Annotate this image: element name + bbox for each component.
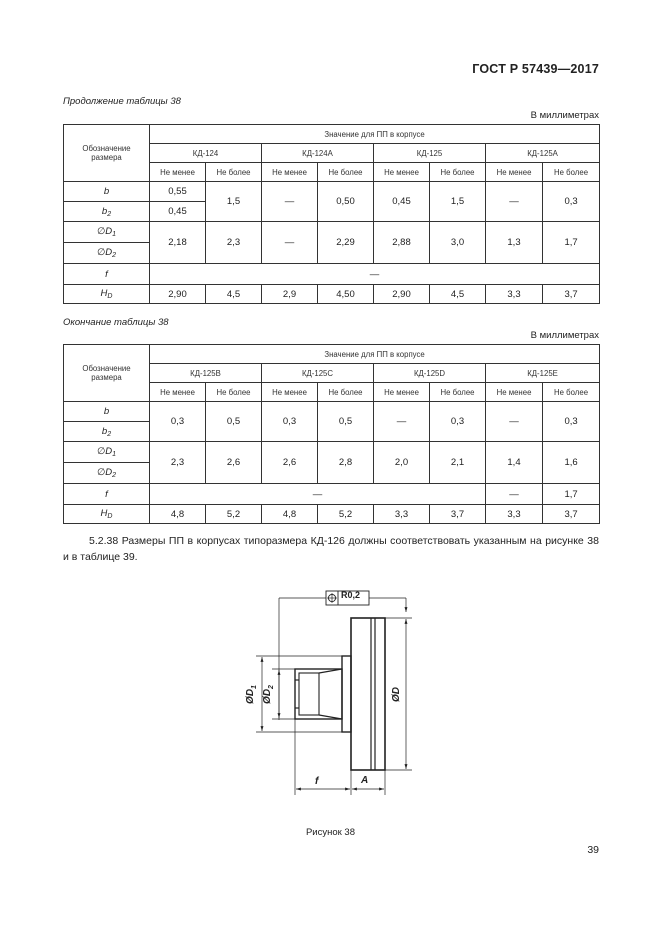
table-cell: 0,45 xyxy=(150,202,206,222)
table-cell: 3,3 xyxy=(486,505,543,524)
stem-step xyxy=(319,715,342,719)
stem-outer xyxy=(295,669,342,719)
param-d1: $\emptyset D_1$ xyxy=(64,442,150,463)
case-header: КД-125Е xyxy=(486,364,600,383)
case-header: КД-124А xyxy=(262,144,374,163)
param-f: f xyxy=(64,484,150,505)
case-header: КД-125D xyxy=(374,364,486,383)
min-header: Не менее xyxy=(374,163,430,182)
param-b: b xyxy=(64,402,150,422)
table-cell: 4,5 xyxy=(206,285,262,304)
table-cell: 4,8 xyxy=(262,505,318,524)
value-header: Значение для ПП в корпусе xyxy=(150,125,600,144)
case-header: КД-125В xyxy=(150,364,262,383)
param-b2: $b_2$ xyxy=(64,422,150,442)
body-flange xyxy=(351,618,385,770)
param-d2: $\emptyset D_2$ xyxy=(64,243,150,264)
tolerance-value: R0,2 xyxy=(341,590,361,600)
table-cell: 0,3 xyxy=(543,402,600,442)
table-cell: 5,2 xyxy=(206,505,262,524)
table-cell: — xyxy=(374,402,430,442)
table-cell: 1,5 xyxy=(430,182,486,222)
table-cell: 4,50 xyxy=(318,285,374,304)
table1-caption: Продолжение таблицы 38 xyxy=(63,96,181,107)
table-cell: 0,5 xyxy=(318,402,374,442)
table-cell: 3,3 xyxy=(486,285,543,304)
table-cell: 1,7 xyxy=(543,484,600,505)
dim-label-d: ØD xyxy=(391,687,402,702)
table-cell: — xyxy=(486,402,543,442)
table-cell: — xyxy=(486,484,543,505)
page-number: 39 xyxy=(587,844,599,856)
table-cell: 2,29 xyxy=(318,222,374,264)
case-header: КД-125С xyxy=(262,364,374,383)
min-header: Не менее xyxy=(262,383,318,402)
table-cell: — xyxy=(262,222,318,264)
param-b: b xyxy=(64,182,150,202)
max-header: Не более xyxy=(430,383,486,402)
table-cell: 2,8 xyxy=(318,442,374,484)
table-cell: 2,18 xyxy=(150,222,206,264)
table2-units: В миллиметрах xyxy=(530,330,599,341)
table-cell: 3,0 xyxy=(430,222,486,264)
table-cell: 3,7 xyxy=(543,505,600,524)
table-cell: 2,90 xyxy=(374,285,430,304)
table-cell: 0,50 xyxy=(318,182,374,222)
max-header: Не более xyxy=(206,383,262,402)
case-header: КД-124 xyxy=(150,144,262,163)
case-header: КД-125А xyxy=(486,144,600,163)
param-hd: $H_D$ xyxy=(64,285,150,304)
table-cell: 0,3 xyxy=(430,402,486,442)
param-hd: $H_D$ xyxy=(64,505,150,524)
dim-label-d1: $ØD_1$ xyxy=(244,685,258,704)
param-f: f xyxy=(64,264,150,285)
table-cell: 3,3 xyxy=(374,505,430,524)
max-header: Не более xyxy=(543,383,600,402)
param-b2: $b_2$ xyxy=(64,202,150,222)
max-header: Не более xyxy=(430,163,486,182)
table2 xyxy=(63,344,600,524)
table-cell: 0,45 xyxy=(374,182,430,222)
table-cell: 2,3 xyxy=(206,222,262,264)
table-cell: — xyxy=(262,182,318,222)
document-header: ГОСТ Р 57439—2017 xyxy=(472,62,599,76)
max-header: Не более xyxy=(318,383,374,402)
table-cell: 0,3 xyxy=(543,182,600,222)
table2-caption: Окончание таблицы 38 xyxy=(63,317,169,328)
min-header: Не менее xyxy=(262,163,318,182)
table-cell: 0,5 xyxy=(206,402,262,442)
min-header: Не менее xyxy=(150,383,206,402)
table-cell: 5,2 xyxy=(318,505,374,524)
table-cell: 0,3 xyxy=(262,402,318,442)
table1 xyxy=(63,124,600,304)
table-cell: — xyxy=(486,182,543,222)
designation-header: Обозначение размера xyxy=(64,345,150,402)
table-cell: 2,0 xyxy=(374,442,430,484)
table-cell: 1,3 xyxy=(486,222,543,264)
min-header: Не менее xyxy=(486,163,543,182)
table-cell: 2,88 xyxy=(374,222,430,264)
dim-label-d2: $ØD_2$ xyxy=(261,685,275,704)
table-cell: 1,4 xyxy=(486,442,543,484)
dim-label-a: A xyxy=(361,775,369,786)
table-cell: 3,7 xyxy=(430,505,486,524)
table-cell: — xyxy=(150,484,486,505)
table-cell: 0,55 xyxy=(150,182,206,202)
designation-header: Обозначение размера xyxy=(64,125,150,182)
table-cell: 2,6 xyxy=(262,442,318,484)
dim-label-f: f xyxy=(315,776,319,787)
table-cell: — xyxy=(150,264,600,285)
position-icon xyxy=(328,594,335,601)
value-header: Значение для ПП в корпусе xyxy=(150,345,600,364)
table-cell: 2,90 xyxy=(150,285,206,304)
table-cell: 0,3 xyxy=(150,402,206,442)
min-header: Не менее xyxy=(374,383,430,402)
stem-step xyxy=(319,669,342,673)
figure-caption: Рисунок 38 xyxy=(305,827,356,838)
table-cell: 1,7 xyxy=(543,222,600,264)
table-cell: 3,7 xyxy=(543,285,600,304)
body-neck xyxy=(342,656,351,732)
table-cell: 2,3 xyxy=(150,442,206,484)
table1-units: В миллиметрах xyxy=(530,110,599,121)
min-header: Не менее xyxy=(486,383,543,402)
table-cell: 2,1 xyxy=(430,442,486,484)
table-cell: 4,5 xyxy=(430,285,486,304)
table-cell: 4,8 xyxy=(150,505,206,524)
table-cell: 2,6 xyxy=(206,442,262,484)
table-cell: 1,6 xyxy=(543,442,600,484)
table-cell: 1,5 xyxy=(206,182,262,222)
max-header: Не более xyxy=(318,163,374,182)
max-header: Не более xyxy=(543,163,600,182)
param-d2: $\emptyset D_2$ xyxy=(64,463,150,484)
param-d1: $\emptyset D_1$ xyxy=(64,222,150,243)
case-header: КД-125 xyxy=(374,144,486,163)
body-paragraph: 5.2.38 Размеры ПП в корпусах типоразмера КД-126 должны соответствовать указанным на рисунке 38 и в таблице 39. xyxy=(63,535,599,563)
max-header: Не более xyxy=(206,163,262,182)
stem-inner xyxy=(299,673,319,715)
table-cell: 2,9 xyxy=(262,285,318,304)
min-header: Не менее xyxy=(150,163,206,182)
